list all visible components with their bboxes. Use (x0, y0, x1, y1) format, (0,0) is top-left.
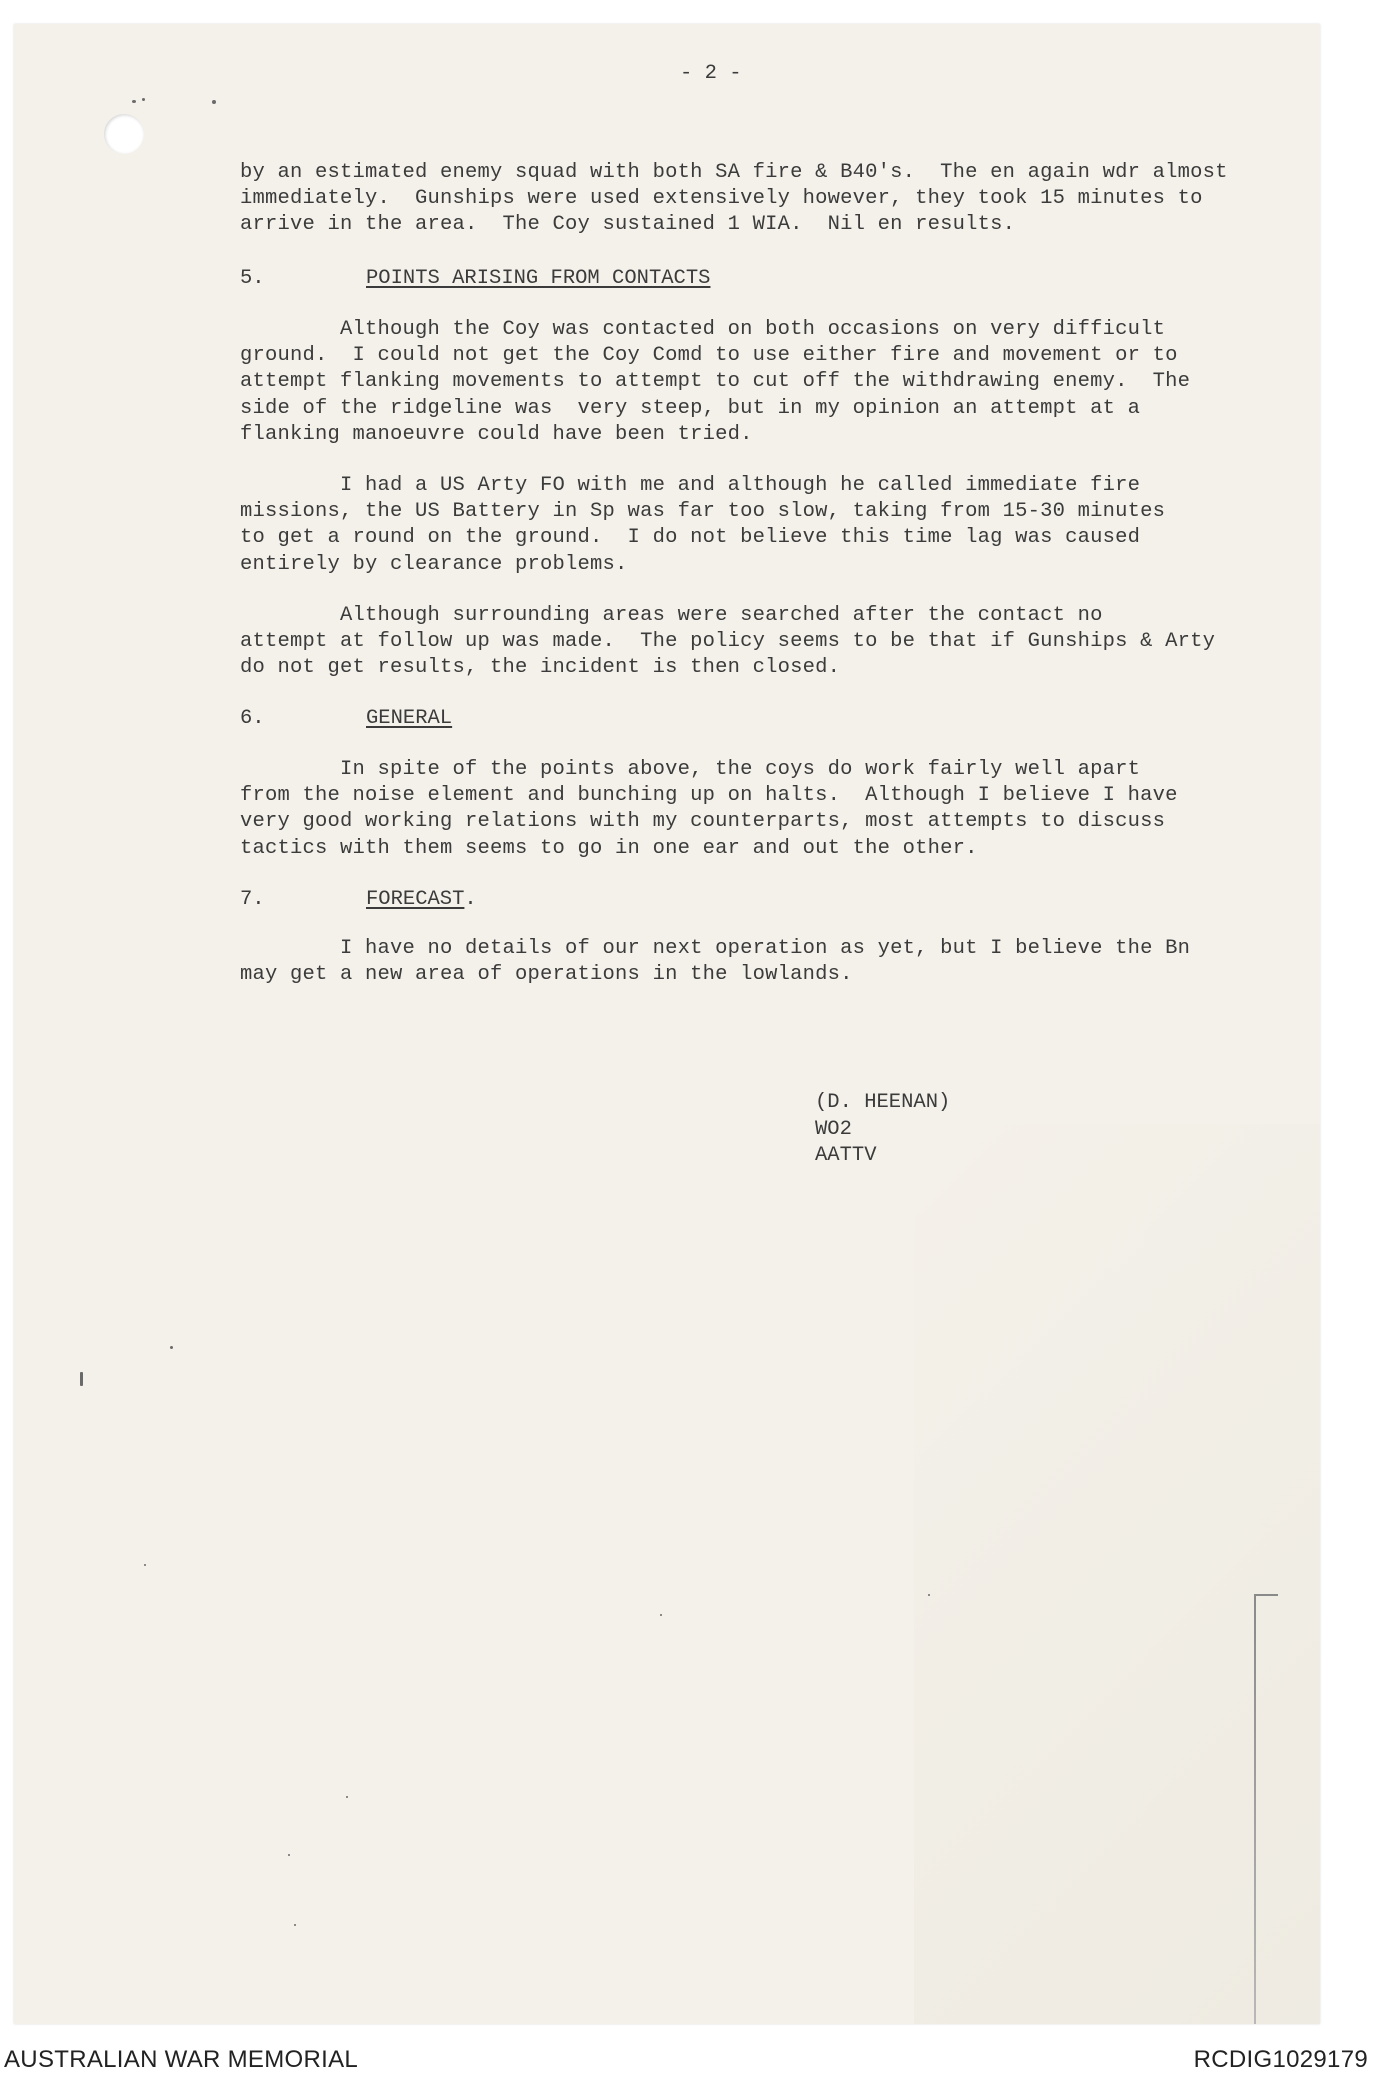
section-number: 5. (240, 267, 265, 290)
signature-rank: WO2 (815, 1117, 852, 1141)
punch-hole (104, 114, 144, 154)
paper-speck (294, 1924, 296, 1926)
paragraph: I had a US Arty FO with me and although he called immediate fire missions, the US Battery in Sp was far too slow, taking from 15-30 minutes to get a round on the ground. I do not believe this time lag was caused entirely by clearance problems. (240, 474, 1166, 576)
signature-block (815, 1090, 950, 1170)
section-title: GENERAL (366, 707, 453, 730)
paper-speck (132, 100, 136, 103)
section-heading-6 (240, 706, 452, 732)
continuation-paragraph: by an estimated enemy squad with both SA fire & B40's. The en again wdr almost immediately. Gunships were used extensively however, they took 15 minutes to arrive in the area. The Coy sustained 1 WIA. Nil en results. (240, 161, 1228, 237)
signature-name: (D. HEENAN) (815, 1091, 951, 1114)
signature-unit: AATTV (815, 1144, 877, 1167)
paper-speck (288, 1854, 290, 1856)
section-number: 7. (240, 888, 265, 911)
paper-speck (170, 1346, 173, 1349)
section-title-suffix: . (464, 888, 477, 911)
edge-mark (1254, 1594, 1256, 2024)
paper-speck (660, 1614, 662, 1616)
paragraph: Although surrounding areas were searched after the contact no attempt at follow up was made. The policy seems to be that if Gunships & Arty do not get results, the incident is then closed. (240, 604, 1216, 680)
paper-speck (80, 1372, 83, 1386)
paper-speck (928, 1594, 930, 1596)
footer-source: AUSTRALIAN WAR MEMORIAL (4, 2046, 359, 2073)
section-title: FORECAST (366, 888, 465, 911)
section-heading-5 (240, 266, 710, 292)
page-number: - 2 - (680, 62, 742, 85)
paragraph: I have no details of our next operation as yet, but I believe the Bn may get a new area of operations in the lowlands. (240, 937, 1191, 987)
footer-record-id: RCDIG1029179 (1193, 2046, 1368, 2073)
paragraph: In spite of the points above, the coys do work fairly well apart from the noise element and bunching up on halts. Although I believe I have very good working relations with my counterparts, most attempts to discuss tactics with them seems to go in one ear and out the other. (240, 758, 1178, 860)
paper-speck (346, 1796, 348, 1798)
paper-shading (914, 1124, 1320, 2024)
edge-mark (1254, 1594, 1278, 1596)
section-heading-7 (240, 887, 477, 913)
paper-speck (144, 1564, 146, 1566)
paper-speck (212, 100, 216, 104)
section-number: 6. (240, 707, 265, 730)
paper-speck (142, 98, 145, 101)
section-title: POINTS ARISING FROM CONTACTS (366, 267, 711, 290)
paragraph: Although the Coy was contacted on both occasions on very difficult ground. I could not get the Coy Comd to use either fire and movement or to attempt flanking movements to attempt to cut off the withdrawing enemy. The side of the ridgeline was very steep, but in my opinion an attempt at a flanking manoeuvre could have been tried. (240, 318, 1191, 446)
